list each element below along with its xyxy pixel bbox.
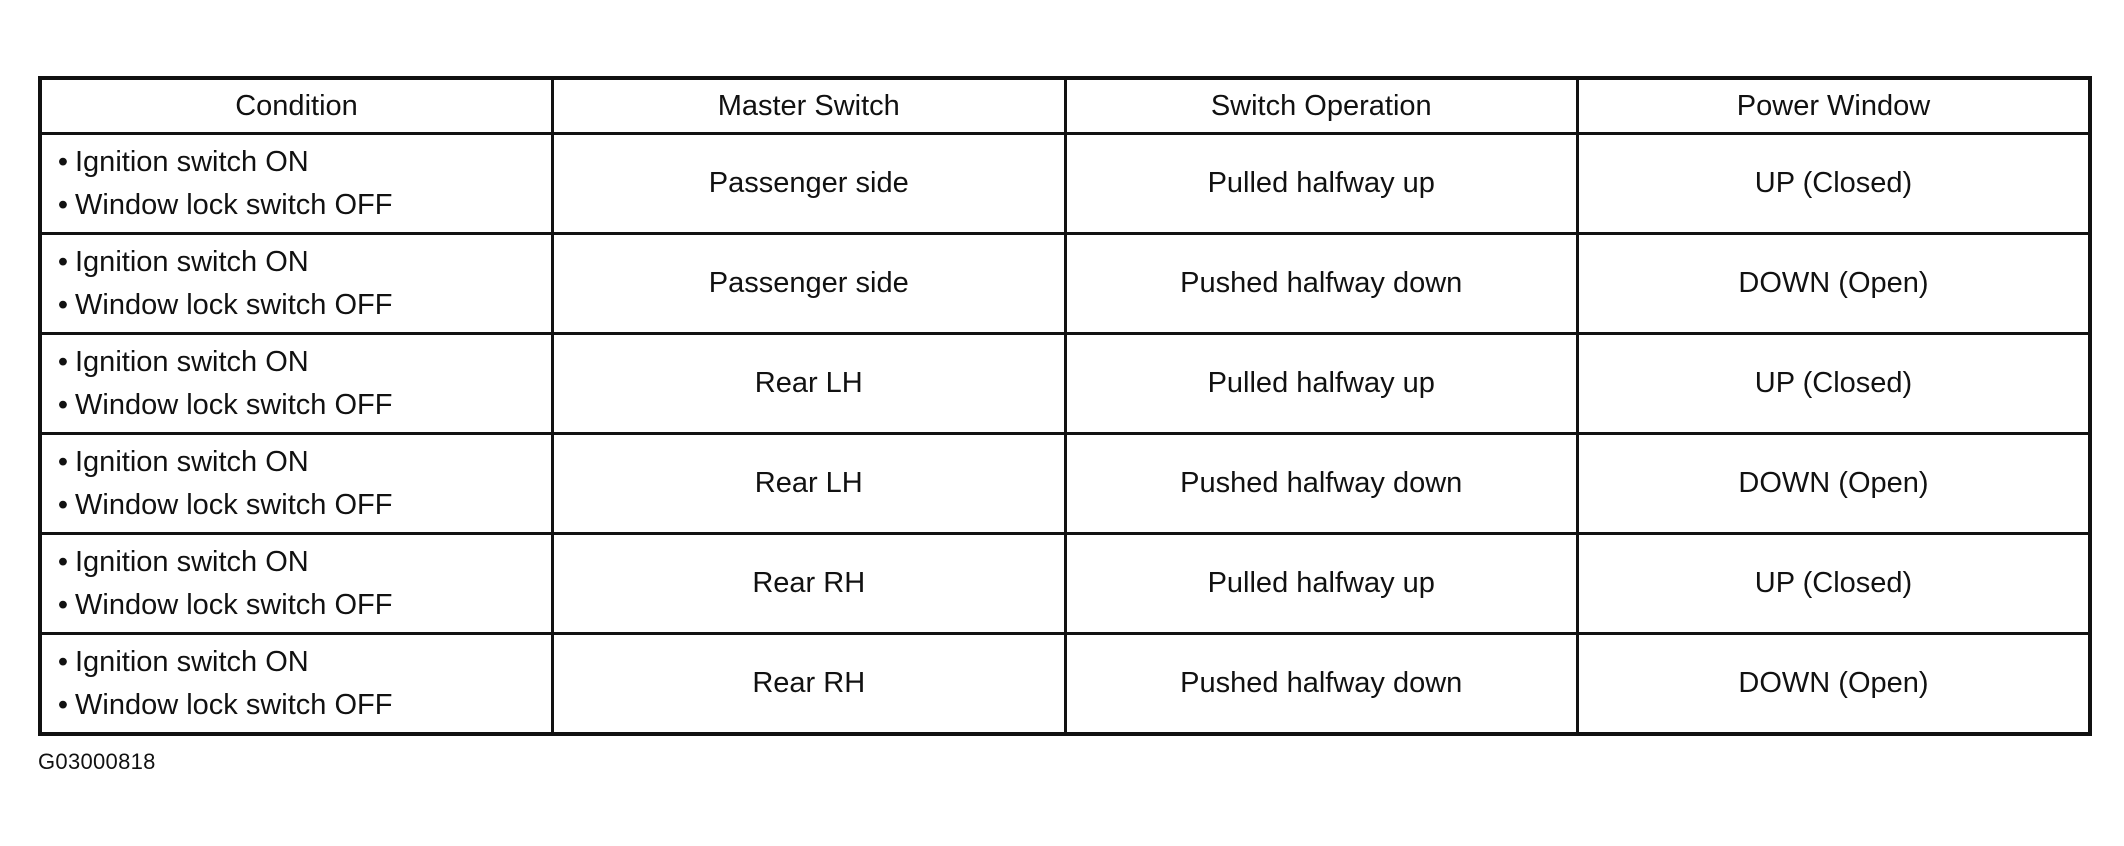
condition-item [54, 184, 551, 227]
switch-operation-cell: Pulled halfway up [1065, 534, 1578, 634]
power-window-operation-table [38, 76, 2092, 736]
switch-operation-cell: Pushed halfway down [1065, 634, 1578, 735]
condition-text: Ignition switch ON [75, 245, 309, 278]
condition-text: Ignition switch ON [75, 545, 309, 578]
table-row [40, 634, 2090, 735]
condition-item [54, 341, 551, 384]
master-switch-cell: Passenger side [553, 134, 1066, 234]
condition-item [54, 641, 551, 684]
bullet-icon: • [57, 145, 69, 178]
figure-id: G03000818 [38, 749, 156, 774]
bullet-icon: • [57, 288, 69, 321]
table-row [40, 434, 2090, 534]
bullet-icon: • [57, 588, 69, 621]
condition-text: Window lock switch OFF [75, 688, 393, 721]
condition-item [54, 684, 551, 727]
condition-text: Ignition switch ON [75, 445, 309, 478]
condition-text: Ignition switch ON [75, 145, 309, 178]
switch-operation-cell: Pulled halfway up [1065, 134, 1578, 234]
power-window-cell: UP (Closed) [1578, 534, 2091, 634]
bullet-icon: • [57, 645, 69, 678]
power-window-cell: DOWN (Open) [1578, 434, 2091, 534]
condition-text: Ignition switch ON [75, 645, 309, 678]
condition-text: Ignition switch ON [75, 345, 309, 378]
master-switch-cell: Passenger side [553, 234, 1066, 334]
header-switch-operation: Switch Operation [1065, 78, 1578, 134]
condition-text: Window lock switch OFF [75, 188, 393, 221]
header-master-switch: Master Switch [553, 78, 1066, 134]
switch-operation-cell: Pushed halfway down [1065, 434, 1578, 534]
table-row [40, 534, 2090, 634]
condition-text: Window lock switch OFF [75, 288, 393, 321]
switch-operation-cell: Pushed halfway down [1065, 234, 1578, 334]
bullet-icon: • [57, 345, 69, 378]
power-window-cell: DOWN (Open) [1578, 634, 2091, 735]
document-sheet [38, 76, 2092, 736]
header-power-window: Power Window [1578, 78, 2091, 134]
master-switch-cell: Rear LH [553, 434, 1066, 534]
bullet-icon: • [57, 388, 69, 421]
master-switch-cell: Rear LH [553, 334, 1066, 434]
condition-item [54, 541, 551, 584]
power-window-cell: DOWN (Open) [1578, 234, 2091, 334]
table-row [40, 334, 2090, 434]
condition-item [54, 441, 551, 484]
condition-cell [40, 634, 553, 735]
condition-item [54, 584, 551, 627]
condition-text: Window lock switch OFF [75, 588, 393, 621]
condition-text: Window lock switch OFF [75, 388, 393, 421]
condition-cell [40, 234, 553, 334]
power-window-cell: UP (Closed) [1578, 334, 2091, 434]
condition-item [54, 384, 551, 427]
bullet-icon: • [57, 188, 69, 221]
condition-cell [40, 434, 553, 534]
condition-item [54, 484, 551, 527]
bullet-icon: • [57, 245, 69, 278]
condition-item [54, 141, 551, 184]
bullet-icon: • [57, 545, 69, 578]
condition-item [54, 241, 551, 284]
table-row [40, 134, 2090, 234]
condition-cell [40, 134, 553, 234]
table-header-row [40, 78, 2090, 134]
header-condition: Condition [40, 78, 553, 134]
bullet-icon: • [57, 688, 69, 721]
condition-cell [40, 334, 553, 434]
bullet-icon: • [57, 488, 69, 521]
table-row [40, 234, 2090, 334]
condition-item [54, 284, 551, 327]
bullet-icon: • [57, 445, 69, 478]
condition-cell [40, 534, 553, 634]
master-switch-cell: Rear RH [553, 634, 1066, 735]
condition-text: Window lock switch OFF [75, 488, 393, 521]
power-window-cell: UP (Closed) [1578, 134, 2091, 234]
master-switch-cell: Rear RH [553, 534, 1066, 634]
switch-operation-cell: Pulled halfway up [1065, 334, 1578, 434]
